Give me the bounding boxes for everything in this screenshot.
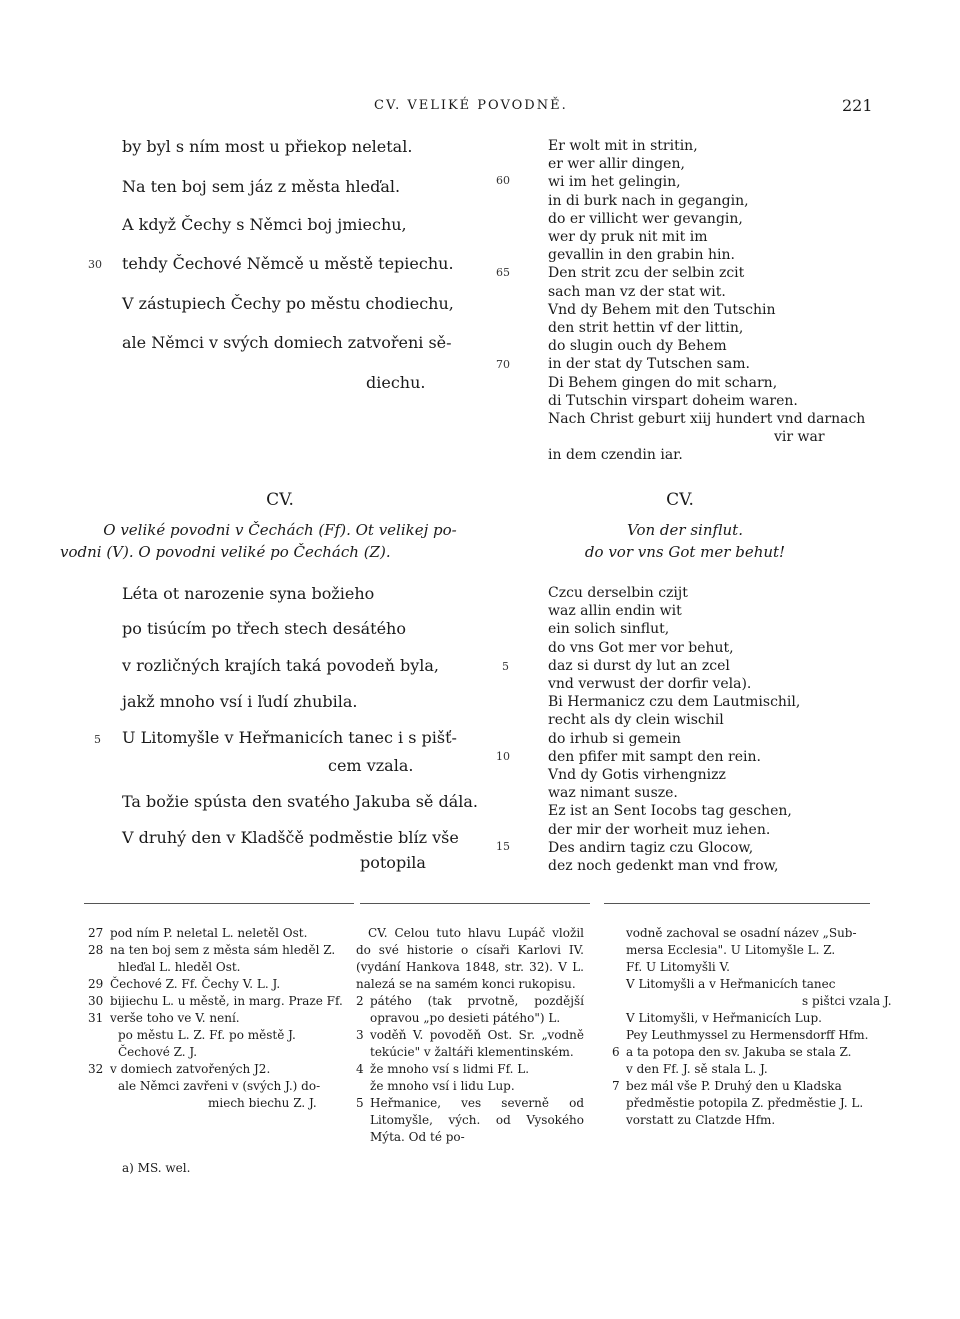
footnote-line: V Litomyšli, v Heřmanicích Lup. <box>626 1011 822 1025</box>
verse-line: den strit hettin vf der littin, <box>548 320 744 337</box>
footnote-rule <box>604 903 870 904</box>
verse-line: Ez ist an Sent Iocobs tag geschen, <box>548 803 792 820</box>
bottom-note: a) MS. wel. <box>122 1161 191 1175</box>
verse-line: A když Čechy s Němci boj jmiechu, <box>122 215 407 234</box>
footnote-line: po městu L. Z. Ff. po městě J. <box>118 1028 296 1042</box>
verse-line: by byl s ním most u přiekop neletal. <box>122 137 413 156</box>
line-number: 5 <box>502 660 509 673</box>
line-number: 10 <box>496 750 510 763</box>
verse-line: Czcu derselbin czijt <box>548 585 688 601</box>
verse-line: wi im het gelingin, <box>548 174 681 191</box>
verse-line: po tisúcím po třech stech desátého <box>122 619 406 638</box>
german-verse <box>548 584 800 875</box>
verse-line: recht als dy clein wischil <box>548 712 724 729</box>
german-verse <box>548 137 865 465</box>
line-number: 70 <box>496 358 510 371</box>
section-subtitle-left: O veliké povodni v Čechách (Ff). Ot velikej po- vodni (V). O povodni veliké po Čechách (Z). <box>60 521 457 561</box>
verse-line: waz allin endin wit <box>548 603 682 620</box>
verse-line: di Tutschin virspart doheim waren. <box>548 392 798 409</box>
running-header: CV. VELIKÉ POVODNĚ. <box>374 98 568 113</box>
verse-line: Na ten boj sem jáz z města hleďal. <box>122 177 401 196</box>
footnote-line: 32 v domiech zatvořených J2. <box>88 1062 271 1076</box>
line-number: 60 <box>496 174 510 187</box>
section-subtitle-right: Von der sinflut. do vor vns Got mer behut! <box>584 521 786 561</box>
footnote-line: Čechové Z. J. <box>118 1045 198 1059</box>
verse-line: Vnd dy Gotis virhengnizz <box>548 767 726 784</box>
verse-line: sach man vz der stat wit. <box>548 283 726 300</box>
verse-line: Bi Hermanicz czu dem Lautmischil, <box>548 694 801 711</box>
section-title-left: CV. <box>266 490 294 510</box>
footnote-column-1 <box>88 925 343 1112</box>
verse-line: ein solich sinflut, <box>548 621 670 638</box>
verse-line: jakž mnoho vsí i ľudí zhubila. <box>122 692 358 711</box>
verse-line: do er villicht wer gevangin, <box>548 210 743 227</box>
verse-line: in dem czendin iar. <box>548 447 683 464</box>
verse-line: der mir der worheit muz iehen. <box>548 821 771 838</box>
line-number: 30 <box>88 258 102 271</box>
verse-line: tehdy Čechové Němcě u městě tepiechu. <box>122 254 454 273</box>
verse-line: daz si durst dy lut an zcel <box>548 657 730 674</box>
footnote-line: s pištci vzala J. <box>802 994 892 1008</box>
verse-line: wer dy pruk nit mit im <box>548 229 708 246</box>
verse-line: Des andirn tagiz czu Glocow, <box>548 839 754 856</box>
footnote-line: 7 bez mál vše P. Druhý den u Kladska <box>612 1079 842 1093</box>
verse-line: potopila <box>360 853 426 872</box>
line-number: 65 <box>496 266 510 279</box>
footnote-line: hleďal L. hleděl Ost. <box>118 960 241 974</box>
footnote-line: mersa Ecclesia". U Litomyšle L. Z. <box>626 943 836 957</box>
verse-line: v rozličných krajích taká povodeň byla, <box>122 656 439 675</box>
verse-line: gevallin in den grabin hin. <box>548 247 735 264</box>
footnote-line: 29 Čechové Z. Ff. Čechy V. L. J. <box>88 977 281 991</box>
section-title-right: CV. <box>666 490 694 510</box>
verse-line: in di burk nach in gegangin, <box>548 192 749 209</box>
verse-line: waz nimant susze. <box>548 785 678 802</box>
footnote-line: v den Ff. J. sě stala L. J. <box>626 1062 768 1076</box>
verse-line: Den strit zcu der selbin zcit <box>548 265 745 282</box>
verse-line: Er wolt mit in stritin, <box>548 138 698 154</box>
footnote-line: ale Němci zavřeni v (svých J.) do- <box>118 1079 321 1093</box>
footnote-line: 31 verše toho ve V. není. <box>88 1011 240 1025</box>
footnote-line: V Litomyšli a v Heřmanicích tanec <box>626 977 836 991</box>
footnote-line: 2 pátého (tak prvotně, pozdější opravou „po desieti pátého") L. <box>356 994 584 1025</box>
verse-line: V zástupiech Čechy po městu chodiechu, <box>122 294 454 313</box>
verse-line: do irhub si gemein <box>548 730 681 747</box>
page-number: 221 <box>842 96 873 115</box>
footnote-line: 27 pod ním P. neletal L. neletěl Ost. <box>88 926 308 940</box>
footnote-column-3 <box>612 925 892 1129</box>
footnote-line: 28 na ten boj sem z města sám hleděl Z. <box>88 943 336 957</box>
verse-line: Vnd dy Behem mit den Tutschin <box>548 301 776 318</box>
footnote-line: vodně zachoval se osadní název „Sub- <box>626 926 857 940</box>
verse-line: do slugin ouch dy Behem <box>548 338 727 355</box>
verse-line: Ta božie spústa den svatého Jakuba sě dála. <box>122 792 478 811</box>
verse-line: vir war <box>774 429 825 446</box>
verse-line: Nach Christ geburt xiij hundert vnd darnach <box>548 411 866 428</box>
verse-line: U Litomyšle v Heřmanicích tanec i s pišť- <box>122 728 457 747</box>
footnote-column-2 <box>356 925 584 1146</box>
footnote-line: vorstatt zu Clatzde Hfm. <box>626 1113 776 1127</box>
verse-line: in der stat dy Tutschen sam. <box>548 356 750 373</box>
verse-line: diechu. <box>366 373 426 392</box>
footnote-line: Pey Leuthmyssel zu Hermensdorff Hfm. <box>626 1028 869 1042</box>
footnote-line: 6 a ta potopa den sv. Jakuba se stala Z. <box>612 1045 852 1059</box>
verse-line: Léta ot narozenie syna božieho <box>122 584 375 603</box>
footnote-line: předměstie potopila Z. předměstie J. L. <box>626 1096 864 1110</box>
line-number: 5 <box>94 733 101 746</box>
verse-line: Di Behem gingen do mit scharn, <box>548 374 778 391</box>
footnote-line: miech biechu Z. J. <box>208 1096 317 1110</box>
footnote-line: 5 Heřmanice, ves severně od Litomyšle, vých. od Vysokého Mýta. Od té po- <box>356 1096 584 1144</box>
footnote-intro: CV. Celou tuto hlavu Lupáč vložil do své historie o císaři Karlovi IV. (vydání Hankova 1848, str. 32). V L. nalezá se na samém konci rukopisu. <box>356 926 584 991</box>
line-number: 15 <box>496 840 510 853</box>
footnote-rule <box>84 903 354 904</box>
footnote-line: Ff. U Litomyšli V. <box>626 960 730 974</box>
footnote-line: 30 bijiechu L. u městě, in marg. Praze Ff. <box>88 994 343 1008</box>
verse-line: vnd verwust der dorfir vela). <box>548 676 752 693</box>
verse-line: er wer allir dingen, <box>548 156 685 173</box>
footnote-line: že mnoho vsí i lidu Lup. <box>370 1079 515 1093</box>
verse-line: ale Němci v svých domiech zatvořeni sě- <box>122 333 452 352</box>
verse-line: cem vzala. <box>328 756 414 775</box>
footnote-line: 3 voděň V. povoděň Ost. Sr. „vodně tekúcie" v žaltáři klementinském. <box>356 1028 584 1059</box>
footnote-rule <box>360 903 590 904</box>
footnote-line: 4 že mnoho vsí s lidmi Ff. L. <box>356 1062 530 1076</box>
verse-line: den pfifer mit sampt den rein. <box>548 748 761 765</box>
verse-line: V druhý den v Kladščě podměstie blíz vše <box>122 828 459 847</box>
verse-line: dez noch gedenkt man vnd frow, <box>548 858 779 875</box>
verse-line: do vns Got mer vor behut, <box>548 639 734 656</box>
